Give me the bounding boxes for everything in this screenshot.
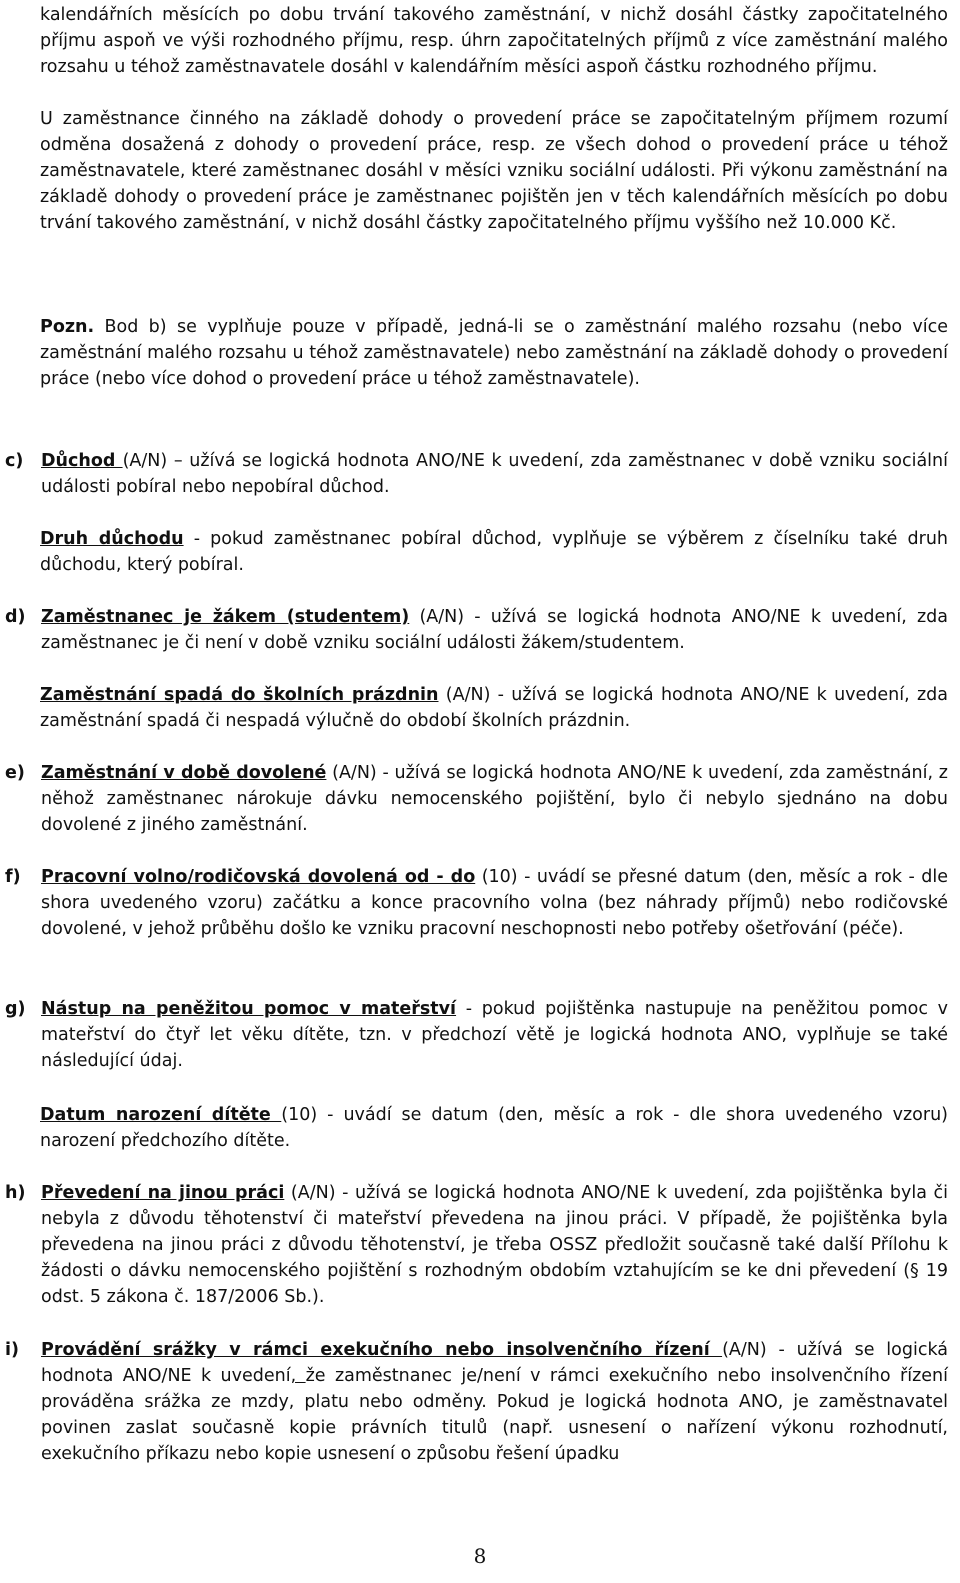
underlined-comma: ,: [290, 1366, 306, 1386]
term-zak-student: Zaměstnanec je žákem (studentem): [41, 607, 410, 627]
item-d-zak-student: [5, 604, 948, 656]
item-g-materstvi: [5, 996, 948, 1074]
term-duchod: Důchod: [41, 451, 123, 471]
item-f-pracovni-volno: [5, 864, 948, 942]
note-label: Pozn.: [40, 317, 95, 337]
item-label: f): [5, 867, 21, 887]
item-label: h): [5, 1183, 26, 1203]
term-datum-narozeni: Datum narození dítěte: [40, 1105, 282, 1125]
item-label: g): [5, 999, 26, 1019]
paragraph-poznamka: [40, 314, 948, 392]
item-text: (A/N) – užívá se logická hodnota ANO/NE k uvedení, zda zaměstnanec v době vzniku sociální události pobíral nebo nepobíral důchod.: [41, 451, 948, 497]
term-skolni-prazdniny: Zaměstnání spadá do školních prázdnin: [40, 685, 439, 705]
item-label: i): [5, 1340, 19, 1360]
item-text: (A/N) - užívá se logická hodnota ANO/NE k uvedení, zda zaměstnání, z něhož zaměstnanec nárokuje dávku nemocenského pojištění, bylo či nebylo sjednáno na dobu dovolené z jiného zaměstnání.: [41, 763, 948, 835]
page-number: 8: [473, 1544, 487, 1568]
term-doba-dovolene: Zaměstnání v době dovolené: [41, 763, 327, 783]
term-druh-duchodu: Druh důchodu: [40, 529, 184, 549]
paragraph-skolni-prazdniny: [40, 682, 948, 734]
paragraph-druh-duchodu: [40, 526, 948, 578]
item-text: (A/N) - užívá se logická hodnota ANO/NE k uvedení, zda zaměstnanec je či není v době vzniku sociální události žákem/studentem.: [41, 607, 948, 653]
paragraph-datum-narozeni: [40, 1102, 948, 1154]
note-text: Bod b) se vyplňuje pouze v případě, jedná-li se o zaměstnání malého rozsahu (nebo více zaměstnání malého rozsahu u téhož zaměstnavatele) nebo zaměstnání na základě dohody o provedení práce (nebo více dohod o provedení práce u téhož zaměstnavatele).: [40, 317, 948, 389]
item-c-duchod: [5, 448, 948, 500]
term-pracovni-volno: Pracovní volno/rodičovská dovolená od - do: [41, 867, 476, 887]
item-label: d): [5, 607, 26, 627]
item-label: e): [5, 763, 25, 783]
term-srazky: Provádění srážky v rámci exekučního nebo insolvenčního řízení: [41, 1340, 723, 1360]
item-text-continued: že zaměstnanec je/není v rámci exekučního nebo insolvenčního řízení prováděna srážka ze mzdy, platu nebo odměny. Pokud je logická hodnota ANO, je zaměstnavatel povinen zaslat současně kopie právních titulů (např. usnesení o nařízení výkonu rozhodnutí, exekučního příkazu nebo kopie usnesení o způsobu řešení úpadku: [41, 1366, 948, 1464]
paragraph-rozhodny-prijem: kalendářních měsících po dobu trvání takového zaměstnání, v nichž dosáhl částky započitatelného příjmu aspoň ve výši rozhodného příjmu, resp. úhrn započitatelných příjmů z více zaměstnání malého rozsahu u téhož zaměstnavatele dosáhl v kalendářním měsíci aspoň částku rozhodného příjmu.: [40, 5, 948, 77]
item-label: c): [5, 451, 24, 471]
item-text: (10) - uvádí se přesné datum (den, měsíc a rok - dle shora uvedeného vzoru) začátku a konce pracovního volna (bez náhrady příjmů) nebo rodičovské dovolené, v jehož průběhu došlo ke vzniku pracovní neschopnosti nebo potřeby ošetřování (péče).: [41, 867, 948, 939]
item-text: (A/N) - užívá se logická hodnota ANO/NE k uvedení: [41, 1340, 948, 1386]
paragraph-text: - pokud zaměstnanec pobíral důchod, vyplňuje se výběrem z číselníku také druh důchodu, který pobíral.: [40, 529, 948, 575]
paragraph-text: (10) - uvádí se datum (den, měsíc a rok - dle shora uvedeného vzoru) narození předchozího dítěte.: [40, 1105, 948, 1151]
paragraph-dohoda-o-provedeni-prace: U zaměstnance činného na základě dohody o provedení práce se započitatelným příjmem rozumí odměna dosažená z dohody o provedení práce, resp. ze všech dohod o provedení práce u téhož zaměstnavatele, které zaměstnanec dosáhl v měsíci vzniku sociální události. Při výkonu zaměstnání na základě dohody o provedení práce je zaměstnanec pojištěn jen v těch kalendářních měsících po dobu trvání takového zaměstnání, v nichž dosáhl částky započitatelného příjmu vyššího než 10.000 Kč.: [40, 109, 948, 233]
item-e-doba-dovolene: [5, 760, 948, 838]
term-prevedeni: Převedení na jinou práci: [41, 1183, 285, 1203]
item-h-prevedeni: [5, 1180, 948, 1310]
item-text: (A/N) - užívá se logická hodnota ANO/NE k uvedení, zda pojištěnka byla či nebyla z důvodu těhotenství či mateřství převedena na jinou práci. V případě, že pojištěnka byla převedena na jinou práci z důvodu těhotenství, je třeba OSSZ předložit současně také další Přílohu k žádosti o dávku nemocenského pojištění s rozhodným obdobím vztahujícím se ke dni převedení (§ 19 odst. 5 zákona č. 187/2006 Sb.).: [41, 1183, 948, 1307]
paragraph-text: (A/N) - užívá se logická hodnota ANO/NE k uvedení, zda zaměstnání spadá či nespadá výlučně do období školních prázdnin.: [40, 685, 948, 731]
item-text: - pokud pojištěnka nastupuje na peněžitou pomoc v mateřství do čtyř let věku dítěte, tzn. v předchozí větě je logická hodnota ANO, vyplňuje se také následující údaj.: [41, 999, 948, 1071]
item-i-srazky: [5, 1337, 948, 1467]
term-penezita-pomoc: Nástup na peněžitou pomoc v mateřství: [41, 999, 457, 1019]
